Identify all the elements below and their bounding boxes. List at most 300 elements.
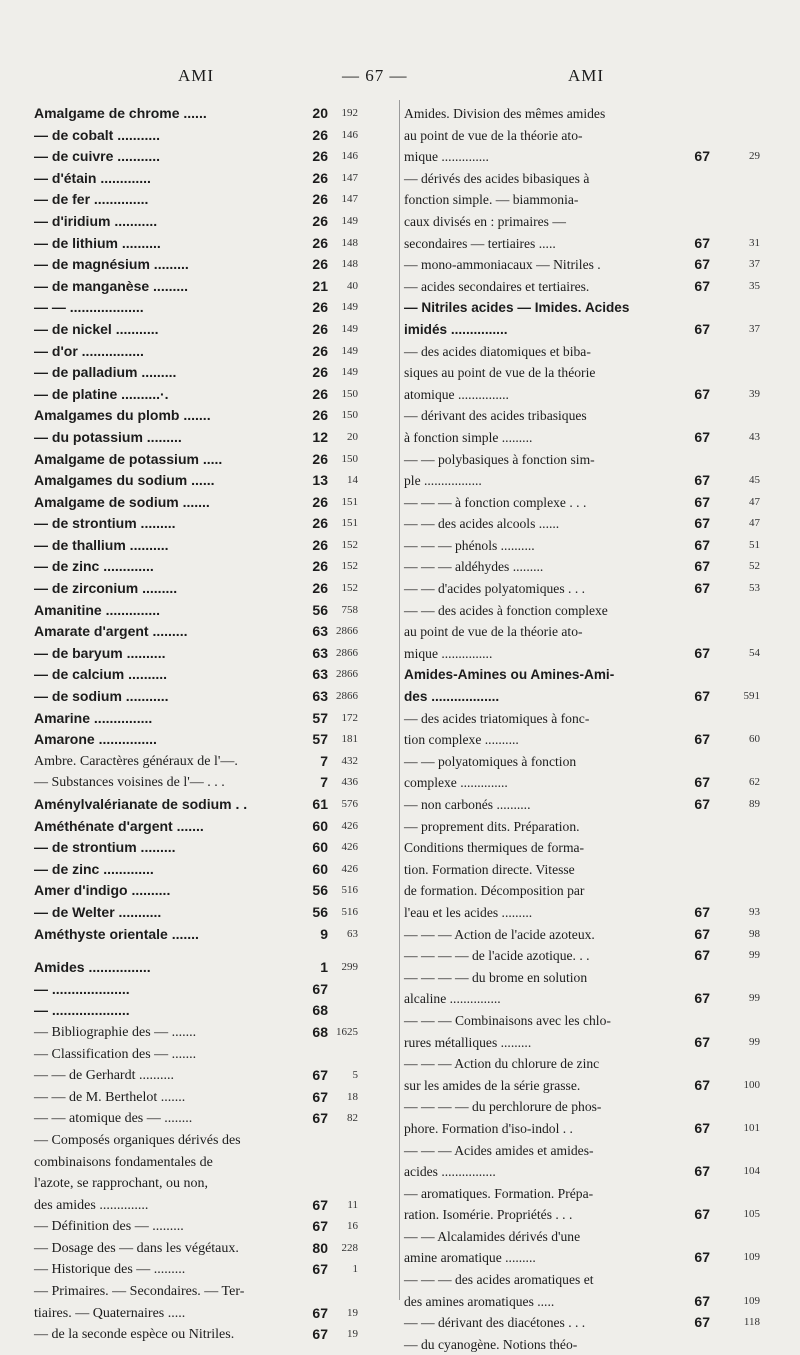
index-entry [34,794,358,816]
entry-text: tiaires. — Quaternaires ..... [34,1305,186,1321]
entry-text: — dérivés des acides bibasiques à [404,170,590,186]
index-entry [404,233,760,255]
entry-page: 152 [341,582,358,595]
entry-volume: 67 [694,558,710,575]
index-entry [404,1032,760,1054]
index-entry [34,535,358,557]
entry-page: 148 [341,258,358,271]
index-entry [34,979,358,1001]
entry-volume: 26 [312,234,328,251]
index-entry [404,449,760,471]
index-entry [404,1334,760,1355]
entry-text: fonction simple. — biammonia- [404,192,579,208]
index-entry [34,664,358,686]
entry-volume: 67 [694,925,710,942]
index-entry [404,1140,760,1162]
entry-text: — — — — de l'acide azotique. . . [404,948,590,964]
entry-text: — Historique des — ......... [34,1262,186,1278]
index-entry [34,384,358,406]
index-entry [404,1075,760,1097]
entry-volume: 67 [312,1304,328,1321]
entry-volume: 26 [312,256,328,273]
entry-text: imidés ............... [404,321,508,337]
entry-page: 172 [341,711,358,724]
entry-volume: 67 [694,256,710,273]
entry-volume: 67 [312,1088,328,1105]
entry-text: — Classification des — ....... [34,1046,197,1062]
entry-volume: 67 [694,277,710,294]
index-entry [404,384,760,406]
entry-page: 151 [341,495,358,508]
index-entry [404,125,760,147]
index-entry [404,816,760,838]
entry-page: 37 [749,258,760,271]
entry-page: 47 [749,517,760,530]
entry-volume: 67 [694,1163,710,1180]
entry-page: 149 [341,322,358,335]
entry-text: Amalgame de potassium ..... [34,450,223,467]
entry-page: 576 [341,798,358,810]
index-entry [34,600,358,622]
entry-text: — — — — du brome en solution [404,969,588,985]
entry-page: 151 [341,517,358,530]
entry-text: — .................... [34,1002,130,1019]
entry-volume: 26 [312,515,328,532]
entry-volume: 26 [312,320,328,337]
entry-text: tion. Formation directe. Vitesse [404,861,575,877]
index-entry [34,513,358,535]
entry-volume: 26 [312,212,328,229]
entry-text: sur les amides de la série grasse. [404,1077,581,1093]
entry-text: phore. Formation d'iso-indol . . [404,1120,573,1136]
index-entry [34,1000,358,1022]
entry-volume: 67 [694,1119,710,1136]
entry-text: Amides. Division des mêmes amides [404,106,606,121]
column-divider [399,100,400,1300]
entry-text: — du cyanogène. Notions théo- [404,1336,578,1352]
entry-text: — acides secondaires et tertiaires. [404,278,590,294]
entry-volume: 67 [694,148,710,165]
index-entry [404,686,760,708]
entry-text: siques au point de vue de la théorie [404,365,596,381]
entry-text: Amalgames du plomb ....... [34,407,211,424]
entry-text: au point de vue de la théorie ato- [404,624,583,640]
entry-text: Amarine ............... [34,709,153,726]
entry-volume: 26 [312,385,328,402]
index-entry [404,621,760,643]
index-entry [404,794,760,816]
index-entry [404,341,760,363]
entry-text: — — — Combinaisons avec les chlo- [404,1012,611,1028]
entry-text: — .................... [34,980,130,997]
entry-volume: 26 [312,191,328,208]
index-entry [34,880,358,902]
index-entry [34,449,358,471]
entry-volume: 20 [312,105,328,121]
entry-text: combinaisons fondamentales de [34,1154,213,1170]
entry-volume: 26 [312,493,328,510]
index-entry [404,837,760,859]
entry-text: — non carbonés .......... [404,797,531,812]
entry-text: — de cobalt ........... [34,126,161,143]
index-entry [404,751,760,773]
entry-text: atomique ............... [404,386,509,402]
entry-volume: 67 [694,320,710,337]
entry-text: — Substances voisines de l'— . . . [34,775,225,791]
entry-volume: 21 [312,277,328,294]
entry-page: 2866 [336,668,358,681]
entry-text: — de fer .............. [34,191,149,208]
entry-text: — — — aldéhydes ......... [404,559,544,575]
index-entry [404,729,760,751]
index-entry [34,1216,358,1238]
index-entry [404,211,760,233]
entry-page: 1 [352,1263,358,1276]
entry-page: 109 [743,1251,760,1264]
entry-page: 52 [749,560,760,573]
entry-page: 591 [743,690,760,703]
entry-text: mique .............. [404,149,489,165]
entry-page: 105 [743,1208,760,1221]
index-entry [34,1195,358,1217]
entry-text: — proprement dits. Préparation. [404,818,580,834]
entry-page: 51 [749,538,760,551]
index-entry [34,902,358,924]
entry-volume: 26 [312,450,328,467]
entry-text: — de cuivre ........... [34,148,161,165]
entry-page: 181 [341,733,358,746]
entry-volume: 67 [694,234,710,251]
index-entry [404,470,760,492]
entry-text: — — ................... [34,299,144,316]
entry-text: Amalgame de chrome ...... [34,105,207,121]
index-entry [404,708,760,730]
index-entry [404,1204,760,1226]
entry-page: 29 [749,150,760,163]
index-entry [404,1183,760,1205]
entry-volume: 67 [694,774,710,791]
entry-volume: 67 [694,903,710,920]
entry-volume: 67 [694,580,710,597]
entry-text: — aromatiques. Formation. Prépa- [404,1185,594,1201]
entry-text: — de la seconde espèce ou Nitriles. [34,1327,235,1343]
entry-page: 149 [341,214,358,227]
entry-volume: 67 [694,731,710,748]
index-entry [34,772,358,794]
entry-volume: 26 [312,407,328,424]
entry-volume: 26 [312,169,328,186]
entry-text: — — — Action du chlorure de zinc [404,1056,600,1072]
entry-text: ple ................. [404,473,482,489]
entry-page: 426 [341,841,358,854]
entry-page: 150 [341,409,358,422]
entry-page: 82 [347,1112,358,1125]
index-entry [404,924,760,946]
running-head-left: AMI [178,66,215,85]
index-entry [34,556,358,578]
entry-page: 432 [341,754,358,767]
index-entry [34,103,358,125]
entry-page: 93 [749,905,760,918]
index-entry [404,1118,760,1140]
entry-text: Amer d'indigo .......... [34,882,171,899]
index-entry [404,362,760,384]
entry-text: — — — Action de l'acide azoteux. [404,926,595,942]
entry-text: — de magnésium ......... [34,256,189,273]
entry-text: Amides-Amines ou Amines-Ami- [404,667,615,683]
index-entry [404,664,760,686]
index-entry [404,945,760,967]
entry-volume: 68 [312,1023,328,1040]
entry-text: au point de vue de la théorie ato- [404,127,583,143]
entry-volume: 57 [312,709,328,726]
right-column [404,103,760,1355]
entry-text: — de Welter ........... [34,903,162,920]
entry-text: — d'or ................ [34,342,144,359]
index-entry [34,1087,358,1109]
entry-text: — de calcium .......... [34,666,168,683]
entry-volume: 67 [694,947,710,964]
entry-volume: 67 [694,385,710,402]
entry-text: alcaline ............... [404,991,501,1007]
entry-text: Amalgame de sodium ....... [34,493,210,510]
entry-volume: 67 [694,1033,710,1050]
entry-page: 35 [749,279,760,292]
entry-volume: 67 [694,472,710,489]
entry-page: 89 [749,798,760,810]
entry-text: acides ................ [404,1164,496,1180]
entry-text: Conditions thermiques de forma- [404,840,585,856]
entry-volume: 67 [312,1218,328,1235]
entry-text: — — atomique des — ........ [34,1111,193,1127]
entry-page: 516 [341,905,358,918]
index-entry [34,427,358,449]
index-entry [34,492,358,514]
entry-page: 18 [347,1090,358,1103]
entry-text: Améthénate d'argent ....... [34,817,204,834]
index-entry [34,146,358,168]
index-entry [34,189,358,211]
section-gap [34,945,358,957]
index-entry [404,880,760,902]
index-entry [34,837,358,859]
index-entry [34,578,358,600]
index-entry [34,233,358,255]
entry-page: 19 [347,1328,358,1341]
entry-text: — de platine ..........·. [34,385,169,402]
entry-text: — — — à fonction complexe . . . [404,494,587,510]
entry-text: mique ............... [404,645,493,661]
entry-text: — du potassium ......... [34,428,182,445]
entry-text: — — polybasiques à fonction sim- [404,451,595,467]
index-entry [34,708,358,730]
index-entry [404,859,760,881]
entry-page: 516 [341,884,358,897]
entry-volume: 67 [312,1261,328,1278]
index-entry [404,168,760,190]
index-entry [34,405,358,427]
index-entry [404,556,760,578]
index-entry [34,211,358,233]
entry-text: — de lithium .......... [34,234,161,251]
entry-page: 63 [347,927,358,940]
entry-page: 47 [749,495,760,508]
entry-volume: 60 [312,860,328,877]
index-entry [34,1022,358,1044]
entry-volume: 67 [694,1249,710,1266]
entry-text: des .................. [404,689,500,705]
entry-volume: 67 [312,1326,328,1343]
entry-page: 146 [341,150,358,163]
index-entry [34,729,358,751]
entry-page: 109 [743,1294,760,1307]
entry-page: 147 [341,193,358,206]
index-entry [404,319,760,341]
entry-text: Aménylvalérianate de sodium . . [34,796,248,812]
entry-volume: 13 [312,472,328,489]
entry-page: 31 [749,236,760,249]
entry-page: 53 [749,582,760,595]
index-entry [34,319,358,341]
entry-page: 11 [347,1198,358,1211]
index-entry [34,1130,358,1152]
index-entry [34,924,358,946]
entry-page: 19 [347,1306,358,1319]
entry-text: — des acides triatomiques à fonc- [404,710,590,726]
entry-volume: 7 [320,752,328,769]
index-entry [34,1259,358,1281]
entry-volume: 63 [312,666,328,683]
entry-volume: 67 [694,796,710,812]
entry-page: 148 [341,236,358,249]
entry-volume: 56 [312,903,328,920]
entry-text: — — Alcalamides dérivés d'une [404,1228,581,1244]
entry-volume: 63 [312,644,328,661]
entry-volume: 67 [694,493,710,510]
index-entry [34,362,358,384]
entry-text: amine aromatique ......... [404,1250,536,1266]
entry-text: — — des acides à fonction complexe [404,602,608,618]
index-entry [404,535,760,557]
entry-page: 100 [743,1078,760,1091]
entry-page: 150 [341,452,358,465]
index-entry [404,988,760,1010]
entry-text: — — — phénols .......... [404,537,535,553]
entry-volume: 9 [320,925,328,942]
entry-text: — d'étain ............. [34,169,151,186]
entry-volume: 26 [312,126,328,143]
entry-text: — Bibliographie des — ....... [34,1024,197,1040]
index-entry [404,146,760,168]
index-entry [34,859,358,881]
entry-volume: 12 [312,428,328,445]
entry-volume: 26 [312,299,328,316]
entry-text: secondaires — tertiaires ..... [404,235,556,251]
entry-page: 152 [341,560,358,573]
entry-volume: 67 [694,1314,710,1331]
entry-page: 436 [341,776,358,789]
entry-text: — Composés organiques dérivés des [34,1132,241,1148]
entry-page: 14 [347,474,358,487]
entry-volume: 67 [312,1067,328,1084]
index-entry [404,189,760,211]
entry-page: 45 [749,474,760,487]
entry-page: 149 [341,366,358,379]
entry-page: 2866 [336,625,358,638]
entry-page: 149 [341,301,358,314]
entry-page: 39 [749,387,760,400]
entry-text: — — — — du perchlorure de phos- [404,1099,602,1115]
entry-text: — Primaires. — Secondaires. — Ter- [34,1284,245,1300]
index-entry [404,578,760,600]
index-entry [404,405,760,427]
entry-text: des amines aromatiques ..... [404,1293,555,1309]
index-entry [404,1010,760,1032]
index-entry [34,297,358,319]
entry-page: 147 [341,171,358,184]
entry-page: 20 [347,430,358,443]
entry-volume: 60 [312,817,328,834]
entry-page: 101 [743,1121,760,1134]
entry-text: — Nitriles acides — Imides. Acides [404,300,630,316]
index-entry [404,1053,760,1075]
entry-page: 40 [347,279,358,292]
index-entry [404,1247,760,1269]
entry-volume: 61 [312,796,328,812]
index-entry [404,643,760,665]
entry-volume: 80 [312,1239,328,1256]
index-entry [34,1152,358,1174]
entry-text: — mono-ammoniacaux — Nitriles . [404,257,601,273]
entry-page: 150 [341,387,358,400]
index-entry [34,1238,358,1260]
index-entry [404,103,760,125]
entry-volume: 26 [312,558,328,575]
entry-page: 149 [341,344,358,357]
entry-text: — des acides diatomiques et biba- [404,343,591,359]
index-entry [404,254,760,276]
entry-text: — Dosage des — dans les végétaux. [34,1240,239,1256]
entry-volume: 26 [312,580,328,597]
entry-volume: 67 [312,980,328,997]
index-entry [34,1324,358,1346]
entry-text: — de nickel ........... [34,320,159,337]
index-entry [404,427,760,449]
entry-text: — de strontium ......... [34,515,176,532]
entry-volume: 67 [694,688,710,705]
entry-volume: 56 [312,882,328,899]
index-entry [34,254,358,276]
index-entry [34,643,358,665]
index-entry [34,125,358,147]
entry-volume: 63 [312,688,328,705]
page-number: — 67 — [342,66,408,85]
index-entry [404,1291,760,1313]
index-entry [34,1173,358,1195]
entry-page: 192 [341,107,358,119]
entry-text: — de strontium ......... [34,839,176,856]
entry-page: 98 [749,927,760,940]
entry-volume: 67 [312,1110,328,1127]
entry-volume: 57 [312,731,328,748]
entry-page: 60 [749,733,760,746]
entry-volume: 60 [312,839,328,856]
entry-text: ration. Isomérie. Propriétés . . . [404,1207,573,1223]
index-entry [404,276,760,298]
entry-text: Amalgames du sodium ...... [34,472,215,489]
entry-text: Amides ................ [34,959,151,976]
entry-volume: 7 [320,774,328,791]
